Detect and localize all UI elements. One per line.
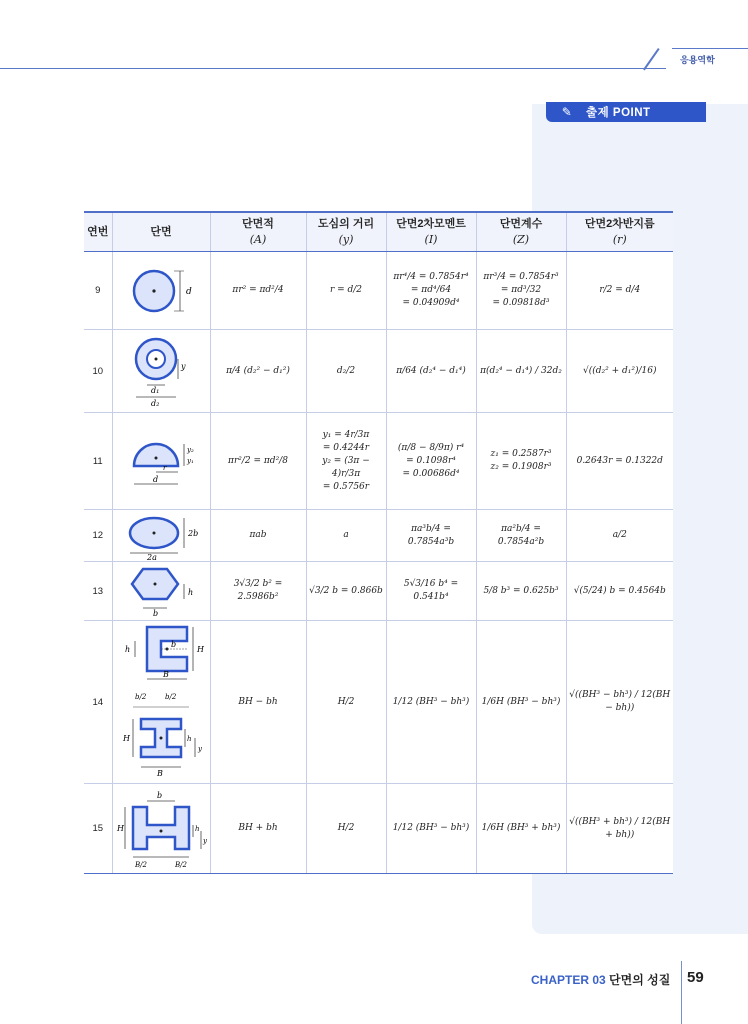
svg-text:d₁: d₁ — [151, 386, 160, 395]
radius-value: a/2 — [566, 510, 673, 562]
row-number: 9 — [84, 252, 112, 330]
inertia-value: (π/8 − 8/9π) r⁴ = 0.1098r⁴ = 0.00686d⁴ — [386, 413, 476, 510]
radius-value: √((d₂² + d₁²)/16) — [566, 330, 673, 413]
svg-text:B: B — [157, 769, 163, 778]
inertia-value: πr⁴/4 = 0.7854r⁴ = πd⁴/64 = 0.04909d⁴ — [386, 252, 476, 330]
svg-text:b/2: b/2 — [135, 693, 147, 701]
page-number: 59 — [687, 969, 704, 986]
modulus-value: 1/6H (BH³ + bh³) — [476, 784, 566, 874]
inertia-value: 5√3/16 b⁴ = 0.541b⁴ — [386, 562, 476, 621]
svg-text:H: H — [197, 645, 204, 654]
section-diagram-hexagon — [112, 562, 210, 621]
svg-text:y: y — [203, 836, 207, 845]
area-value: πr²/2 = πd²/8 — [210, 413, 306, 510]
svg-text:2b: 2b — [188, 528, 199, 538]
svg-text:y₂: y₂ — [187, 446, 194, 454]
radius-value: √((BH³ + bh³) / 12(BH + bh)) — [566, 784, 673, 874]
radius-value: r/2 = d/4 — [566, 252, 673, 330]
inertia-value: π/64 (d₂⁴ − d₁⁴) — [386, 330, 476, 413]
centroid-value: y₁ = 4r/3π = 0.4244r y₂ = (3π − 4)r/3π = 0.5756r — [306, 413, 386, 510]
svg-text:2a: 2a — [147, 552, 157, 561]
svg-text:b: b — [157, 790, 163, 800]
section-diagram-h-section — [112, 784, 210, 874]
inertia-value: 1/12 (BH³ − bh³) — [386, 784, 476, 874]
footer-divider — [681, 961, 682, 1024]
col-header-inertia: 단면2차모멘트 (I) — [386, 212, 476, 252]
svg-text:B/2: B/2 — [135, 860, 147, 869]
row-number: 12 — [84, 510, 112, 562]
section-diagram-circle — [112, 252, 210, 330]
centroid-value: d₂/2 — [306, 330, 386, 413]
modulus-value: 1/6H (BH³ − bh³) — [476, 621, 566, 784]
radius-value: √(5/24) b = 0.4564b — [566, 562, 673, 621]
modulus-value: 5/8 b³ = 0.625b³ — [476, 562, 566, 621]
col-header-no: 연번 — [84, 212, 112, 252]
table-row — [84, 510, 673, 562]
exam-point-badge — [546, 102, 706, 122]
centroid-value: H/2 — [306, 784, 386, 874]
modulus-value: π(d₂⁴ − d₁⁴) / 32d₂ — [476, 330, 566, 413]
modulus-value: πr³/4 = 0.7854r³ = πd³/32 = 0.09818d³ — [476, 252, 566, 330]
row-number: 14 — [84, 621, 112, 784]
col-header-radius: 단면2차반지름 (r) — [566, 212, 673, 252]
svg-text:y: y — [198, 745, 202, 753]
row-number: 13 — [84, 562, 112, 621]
header-rule — [0, 68, 666, 69]
area-value: BH + bh — [210, 784, 306, 874]
area-value: π/4 (d₂² − d₁²) — [210, 330, 306, 413]
table-row — [84, 562, 673, 621]
centroid-value: a — [306, 510, 386, 562]
footer-chapter: CHAPTER 03 단면의 성질 — [531, 973, 671, 987]
area-value: πab — [210, 510, 306, 562]
svg-text:d₂: d₂ — [151, 399, 160, 408]
svg-text:h: h — [188, 588, 194, 597]
svg-text:H: H — [123, 734, 130, 743]
section-diagram-ellipse — [112, 510, 210, 562]
modulus-value: z₁ = 0.2587r³ z₂ = 0.1908r³ — [476, 413, 566, 510]
table-row — [84, 330, 673, 413]
row-number: 11 — [84, 413, 112, 510]
svg-text:d: d — [153, 475, 159, 484]
section-diagram-semicircle — [112, 413, 210, 510]
svg-text:b/2: b/2 — [165, 693, 177, 701]
svg-text:h: h — [195, 824, 200, 833]
inertia-value: πa³b/4 = 0.7854a³b — [386, 510, 476, 562]
svg-text:B: B — [163, 670, 169, 679]
svg-text:d: d — [186, 286, 192, 297]
table-row — [84, 252, 673, 330]
svg-text:y: y — [181, 362, 186, 371]
section-properties-table — [84, 211, 673, 874]
svg-text:h: h — [187, 735, 192, 743]
col-header-area: 단면적 (A) — [210, 212, 306, 252]
table-row — [84, 621, 673, 784]
section-diagram-hollow-circle — [112, 330, 210, 413]
table-row — [84, 784, 673, 874]
centroid-value: H/2 — [306, 621, 386, 784]
inertia-value: 1/12 (BH³ − bh³) — [386, 621, 476, 784]
svg-text:B/2: B/2 — [175, 860, 187, 869]
area-value: 3√3/2 b² = 2.5986b² — [210, 562, 306, 621]
centroid-value: √3/2 b = 0.866b — [306, 562, 386, 621]
col-header-modulus: 단면계수 (Z) — [476, 212, 566, 252]
pencil-note-icon: ✎ — [561, 105, 573, 119]
radius-value: 0.2643r = 0.1322d — [566, 413, 673, 510]
area-value: BH − bh — [210, 621, 306, 784]
col-header-centroid: 도심의 거리 (y) — [306, 212, 386, 252]
section-label: 응용역학 — [680, 55, 715, 65]
centroid-value: r = d/2 — [306, 252, 386, 330]
svg-text:b: b — [171, 640, 177, 649]
svg-text:y₁: y₁ — [187, 457, 194, 465]
modulus-value: πa²b/4 = 0.7854a²b — [476, 510, 566, 562]
table-row — [84, 413, 673, 510]
table-header-row — [84, 212, 673, 252]
svg-text:H: H — [117, 823, 124, 833]
header-rule-right — [672, 48, 748, 49]
svg-text:b: b — [153, 609, 159, 618]
area-value: πr² = πd²/4 — [210, 252, 306, 330]
radius-value: √((BH³ − bh³) / 12(BH − bh)) — [566, 621, 673, 784]
svg-text:h: h — [125, 645, 131, 654]
row-number: 15 — [84, 784, 112, 874]
col-header-section: 단면 — [112, 212, 210, 252]
exam-point-label: 출제 POINT — [586, 107, 651, 119]
row-number: 10 — [84, 330, 112, 413]
svg-text:r: r — [163, 464, 167, 472]
section-diagram-channel-and-i — [112, 621, 210, 784]
